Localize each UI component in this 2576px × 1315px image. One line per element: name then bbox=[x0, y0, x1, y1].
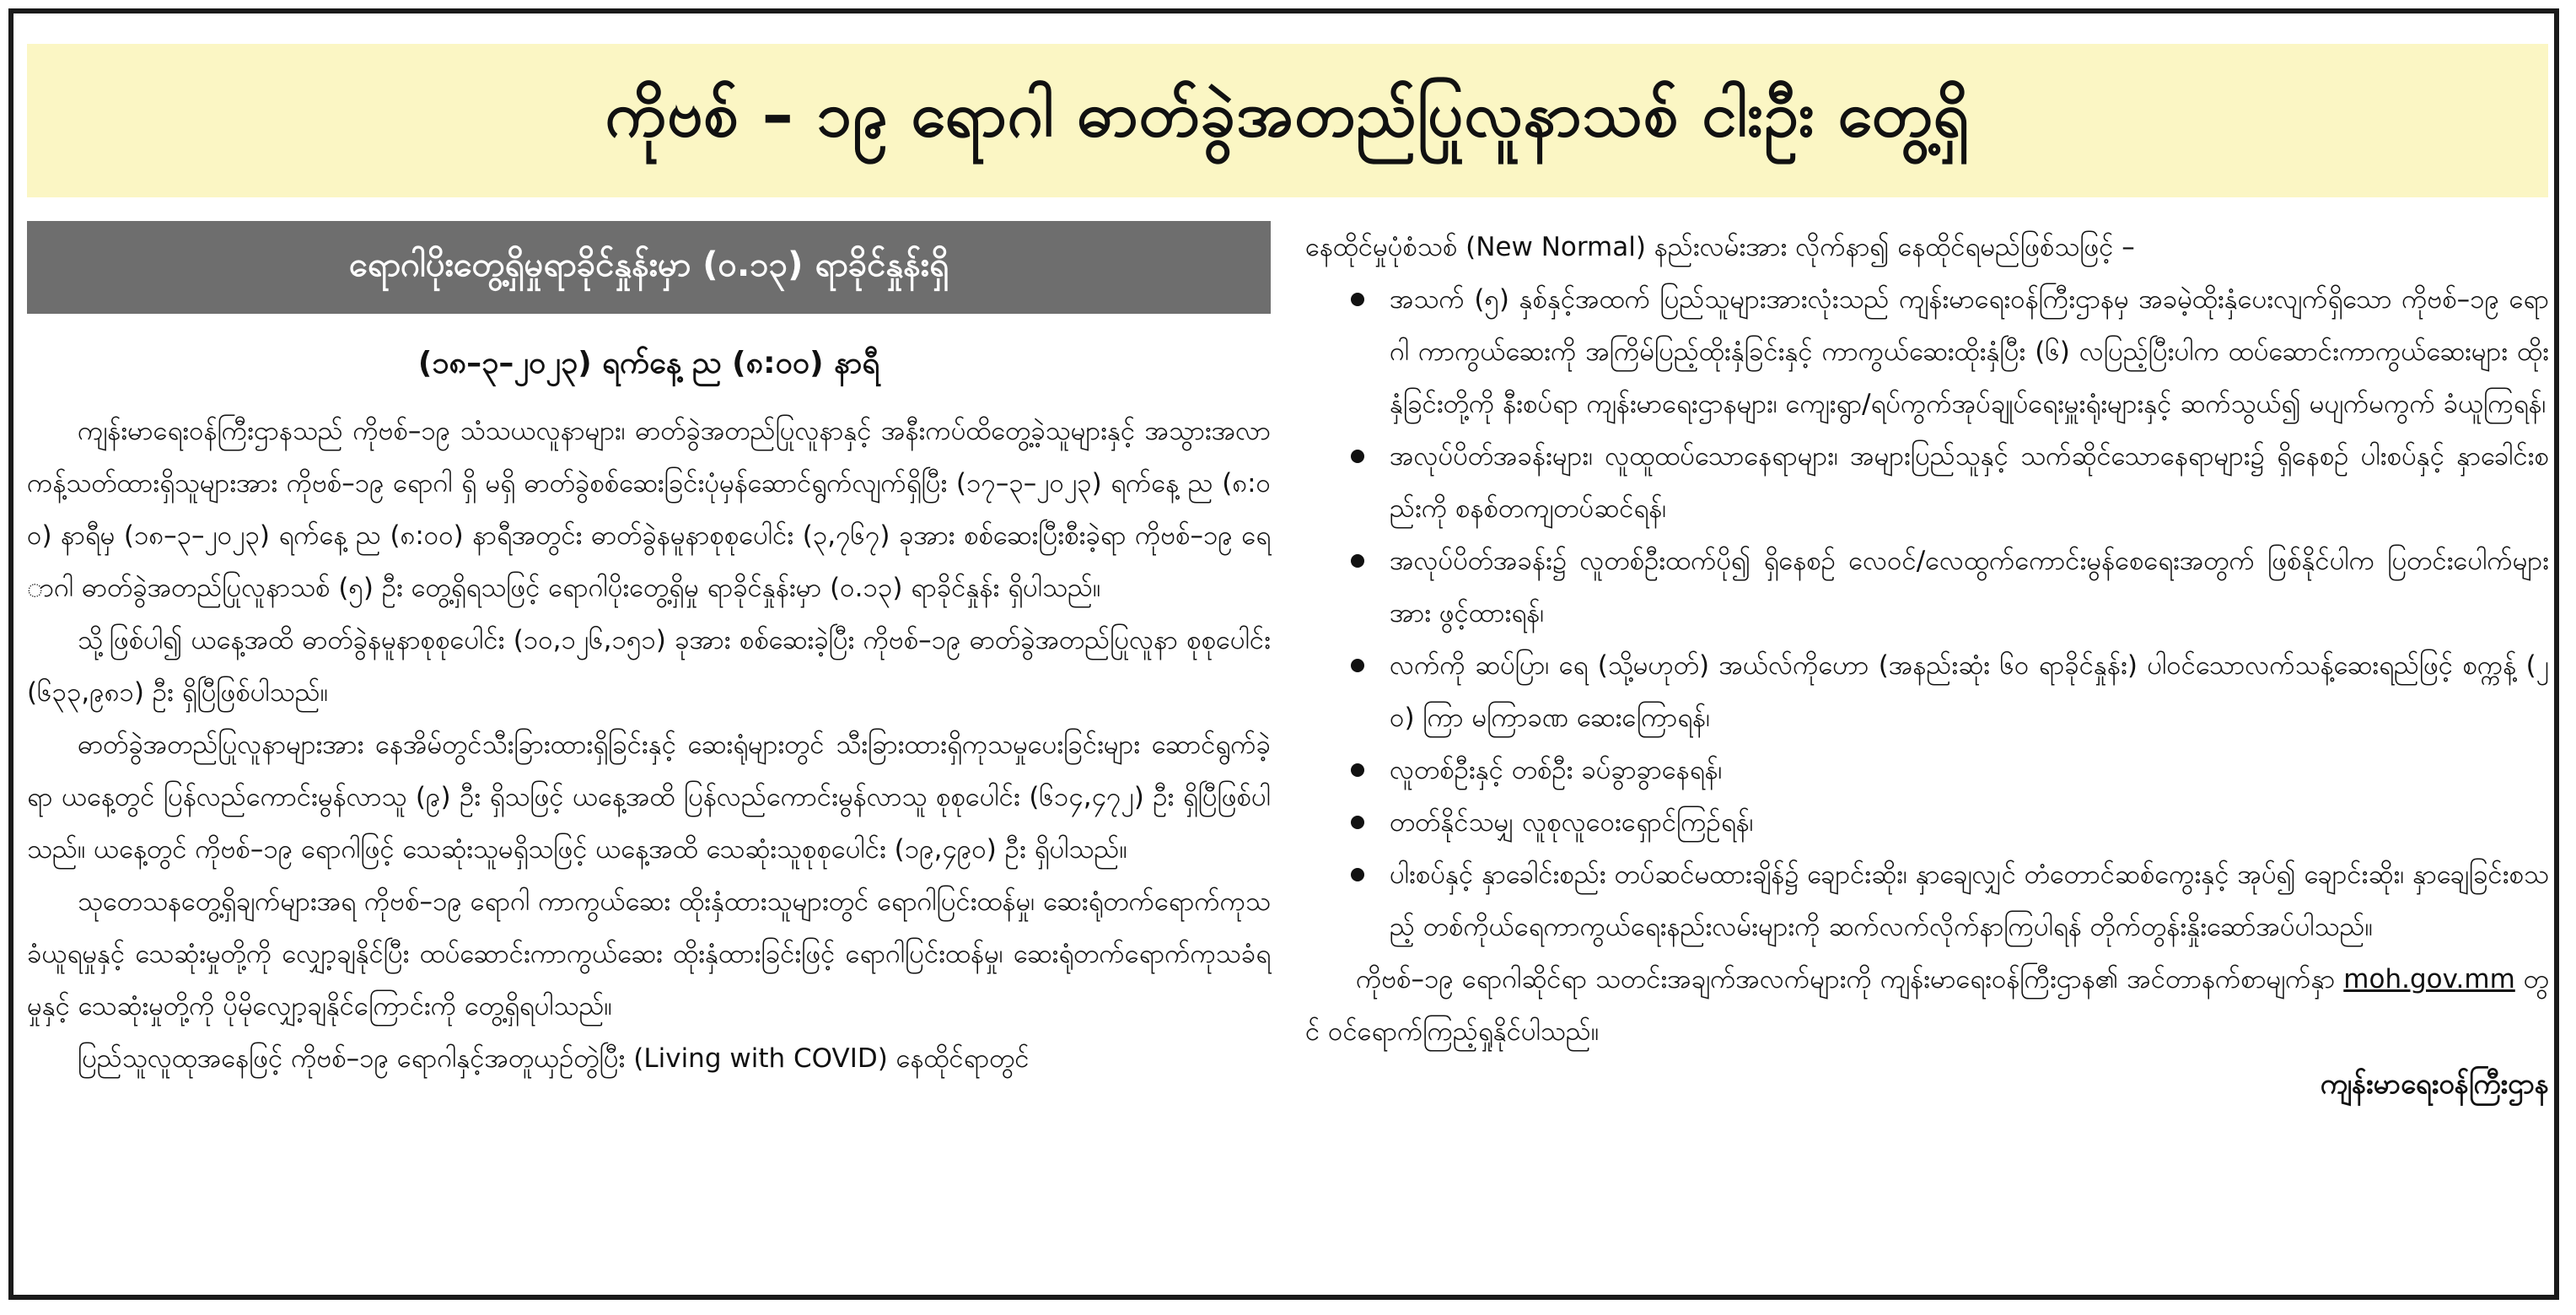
bullet-icon bbox=[1351, 868, 1364, 881]
list-item-text: လက်ကို ဆပ်ပြာ၊ ရေ (သို့မဟုတ်) အယ်လ်ကိုဟော (အနည်းဆုံး ၆၀ ရာခိုင်နှုန်း) ပါဝင်သောလက်သန့်ဆေးရည်ဖြင့် စက္ကန့် (၂၀) ကြာ မကြာခဏ ဆေးကြောရန်၊ bbox=[1390, 650, 2549, 733]
left-column bbox=[27, 221, 1271, 1085]
website-link[interactable]: moh.gov.mm bbox=[2343, 964, 2515, 994]
paragraph-totals: သို့ဖြစ်ပါ၍ ယနေ့အထိ ဓာတ်ခွဲနမူနာစုစုပေါင်း (၁၀,၁၂၆,၁၅၁) ခုအား စစ်ဆေးခဲ့ပြီး ကိုဗစ်–၁၉ ဓာတ်ခွဲအတည်ပြုလူနာ စုစုပေါင်း (၆၃၃,၉၈၁) ဦး ရှိပြီဖြစ်ပါသည်။ bbox=[27, 625, 1271, 708]
bullet-icon bbox=[1351, 816, 1364, 829]
list-item bbox=[1305, 849, 2549, 953]
paragraph-research: သုတေသနတွေ့ရှိချက်များအရ ကိုဗစ်–၁၉ ရောဂါ ကာကွယ်ဆေး ထိုးနှံထားသူများတွင် ရောဂါပြင်းထန်မှု၊ ဆေးရုံတက်ရောက်ကုသခံယူရမှုနှင့် သေဆုံးမှုတို့ကို လျှော့ချနိုင်ပြီး ထပ်ဆောင်းကာကွယ်ဆေး ထိုးနှံထားခြင်းဖြင့် ရောဂါပြင်းထန်မှု၊ ဆေးရုံတက်ရောက်ကုသခံရမှုနှင့် သေဆုံးမှုတို့ကို ပိုမိုလျှော့ချနိုင်ကြောင်းကို တွေ့ရှိရပါသည်။ bbox=[27, 887, 1271, 1021]
dateline: (၁၈–၃–၂၀၂၃) ရက်နေ့ ည (၈:၀၀) နာရီ bbox=[417, 346, 880, 380]
list-item-text: အလုပ်ပိတ်အခန်း၌ လူတစ်ဦးထက်ပို၍ ရှိနေစဉ် လေဝင်/လေထွက်ကောင်းမွန်စေရေးအတွက် ဖြစ်နိုင်ပါက ပြတင်းပေါက်များအား ဖွင့်ထားရန်၊ bbox=[1390, 546, 2549, 628]
closing-text: ကိုဗစ်–၁၉ ရောဂါဆိုင်ရာ သတင်းအချက်အလက်များကို ကျန်းမာရေးဝန်ကြီးဌာန၏ အင်တာနက်စာမျက်နှာ bbox=[1356, 964, 2344, 994]
signature: ကျန်းမာရေးဝန်ကြီးဌာန bbox=[2320, 1067, 2549, 1100]
list-item bbox=[1305, 535, 2549, 639]
bullet-icon bbox=[1351, 554, 1364, 568]
list-item bbox=[1305, 273, 2549, 430]
bullet-icon bbox=[1351, 763, 1364, 777]
guidance-list bbox=[1305, 273, 2549, 953]
list-item-text: ပါးစပ်နှင့် နှာခေါင်းစည်း တပ်ဆင်မထားချိန်၌ ချောင်းဆိုး၊ နှာချေလျှင် တံတောင်ဆစ်ကွေးနှင့် အုပ်၍ ချောင်းဆိုး၊ နှာချေခြင်းစသည့် တစ်ကိုယ်ရေကာကွယ်ရေးနည်းလမ်းများကို ဆက်လက်လိုက်နာကြပါရန် တိုက်တွန်းနှိုးဆော်အပ်ပါသည်။ bbox=[1390, 860, 2549, 942]
list-item-text: လူတစ်ဦးနှင့် တစ်ဦး ခပ်ခွာခွာနေရန်၊ bbox=[1390, 755, 1723, 785]
list-item-text: တတ်နိုင်သမျှ လူစုလူဝေးရှောင်ကြဉ်ရန်၊ bbox=[1390, 807, 1754, 838]
bullet-icon bbox=[1351, 450, 1364, 463]
positivity-header: ရောဂါပိုးတွေ့ရှိမှုရာခိုင်နှုန်းမှာ (၀.၁၃) ရာခိုင်နှုန်းရှိ bbox=[27, 221, 1271, 314]
bullet-icon bbox=[1351, 659, 1364, 672]
title-banner bbox=[27, 44, 2548, 197]
list-item-text: အလုပ်ပိတ်အခန်းများ၊ လူထူထပ်သောနေရာများ၊ အများပြည်သူနှင့် သက်ဆိုင်သောနေရာများ၌ ရှိနေစဉ် ပါးစပ်နှင့် နှာခေါင်းစည်းကို စနစ်တကျတပ်ဆင်ရန်၊ bbox=[1390, 441, 2549, 524]
paragraph-new-normal: နေထိုင်မှုပုံစံသစ် (New Normal) နည်းလမ်းအား လိုက်နာ၍ နေထိုင်ရမည်ဖြစ်သဖြင့် – bbox=[1305, 232, 2135, 262]
list-item-text: အသက် (၅) နှစ်နှင့်အထက် ပြည်သူများအားလုံးသည် ကျန်းမာရေးဝန်ကြီးဌာနမှ အခမဲ့ထိုးနှံပေးလျက်ရှိသော ကိုဗစ်–၁၉ ရောဂါ ကာကွယ်ဆေးကို အကြိမ်ပြည့်ထိုးနှံခြင်းနှင့် ကာကွယ်ဆေးထိုးနှံပြီး (၆) လပြည့်ပြီးပါက ထပ်ဆောင်းကာကွယ်ဆေးများ ထိုးနှံခြင်းတို့ကို နီးစပ်ရာ ကျန်းမာရေးဌာနများ၊ ကျေးရွာ/ရပ်ကွက်အုပ်ချုပ်ရေးမှူးရုံးများနှင့် ဆက်သွယ်၍ မပျက်မကွက် ခံယူကြရန်၊ bbox=[1390, 284, 2549, 419]
list-item bbox=[1305, 430, 2549, 535]
list-item bbox=[1305, 744, 2549, 796]
paragraph-testing: ကျန်းမာရေးဝန်ကြီးဌာနသည် ကိုဗစ်–၁၉ သံသယလူနာများ၊ ဓာတ်ခွဲအတည်ပြုလူနာနှင့် အနီးကပ်ထိတွေ့ခဲ့သူများနှင့် အသွားအလာကန့်သတ်ထားရှိသူများအား ကိုဗစ်–၁၉ ရောဂါ ရှိ မရှိ ဓာတ်ခွဲစစ်ဆေးခြင်းပုံမှန်ဆောင်ရွက်လျက်ရှိပြီး (၁၇–၃–၂၀၂၃) ရက်နေ့ ည (၈:၀၀) နာရီမှ (၁၈–၃–၂၀၂၃) ရက်နေ့ ည (၈:၀၀) နာရီအတွင်း ဓာတ်ခွဲနမူနာစုစုပေါင်း (၃,၇၆၇) ခုအား စစ်ဆေးပြီးစီးခဲ့ရာ ကိုဗစ်–၁၉ ရောဂါ ဓာတ်ခွဲအတည်ပြုလူနာသစ် (၅) ဦး တွေ့ရှိရသဖြင့် ရောဂါပိုးတွေ့ရှိမှု ရာခိုင်နှုန်းမှာ (၀.၁၃) ရာခိုင်နှုန်း ရှိပါသည်။ bbox=[27, 416, 1271, 603]
paragraph-living-with-covid: ပြည်သူလူထုအနေဖြင့် ကိုဗစ်–၁၉ ရောဂါနှင့်အတူယှဉ်တွဲပြီး (Living with COVID) နေထိုင်ရာတွင် bbox=[78, 1043, 1030, 1074]
bullet-icon bbox=[1351, 293, 1364, 306]
list-item bbox=[1305, 796, 2549, 849]
right-column bbox=[1305, 221, 2549, 1110]
list-item bbox=[1305, 639, 2549, 744]
closing-paragraph bbox=[1305, 953, 2549, 1058]
paragraph-recovery: ဓာတ်ခွဲအတည်ပြုလူနာများအား နေအိမ်တွင်သီးခြားထားရှိခြင်းနှင့် ဆေးရုံများတွင် သီးခြားထားရှိကုသမှုပေးခြင်းများ ဆောင်ရွက်ခဲ့ရာ ယနေ့တွင် ပြန်လည်ကောင်းမွန်လာသူ (၉) ဦး ရှိသဖြင့် ယနေ့အထိ ပြန်လည်ကောင်းမွန်လာသူ စုစုပေါင်း (၆၁၄,၄၇၂) ဦး ရှိပြီဖြစ်ပါသည်။ ယနေ့တွင် ကိုဗစ်–၁၉ ရောဂါဖြင့် သေဆုံးသူမရှိသဖြင့် ယနေ့အထိ သေဆုံးသူစုစုပေါင်း (၁၉,၄၉၀) ဦး ရှိပါသည်။ bbox=[27, 730, 1271, 865]
closing-text-end: တွင် ဝင်ရောက်ကြည့်ရှုနိုင်ပါသည်။ bbox=[1305, 964, 2549, 1047]
page-title: ကိုဗစ် – ၁၉ ရောဂါ ဓာတ်ခွဲအတည်ပြုလူနာသစ် ငါးဦး တွေ့ရှိ bbox=[605, 78, 1971, 151]
